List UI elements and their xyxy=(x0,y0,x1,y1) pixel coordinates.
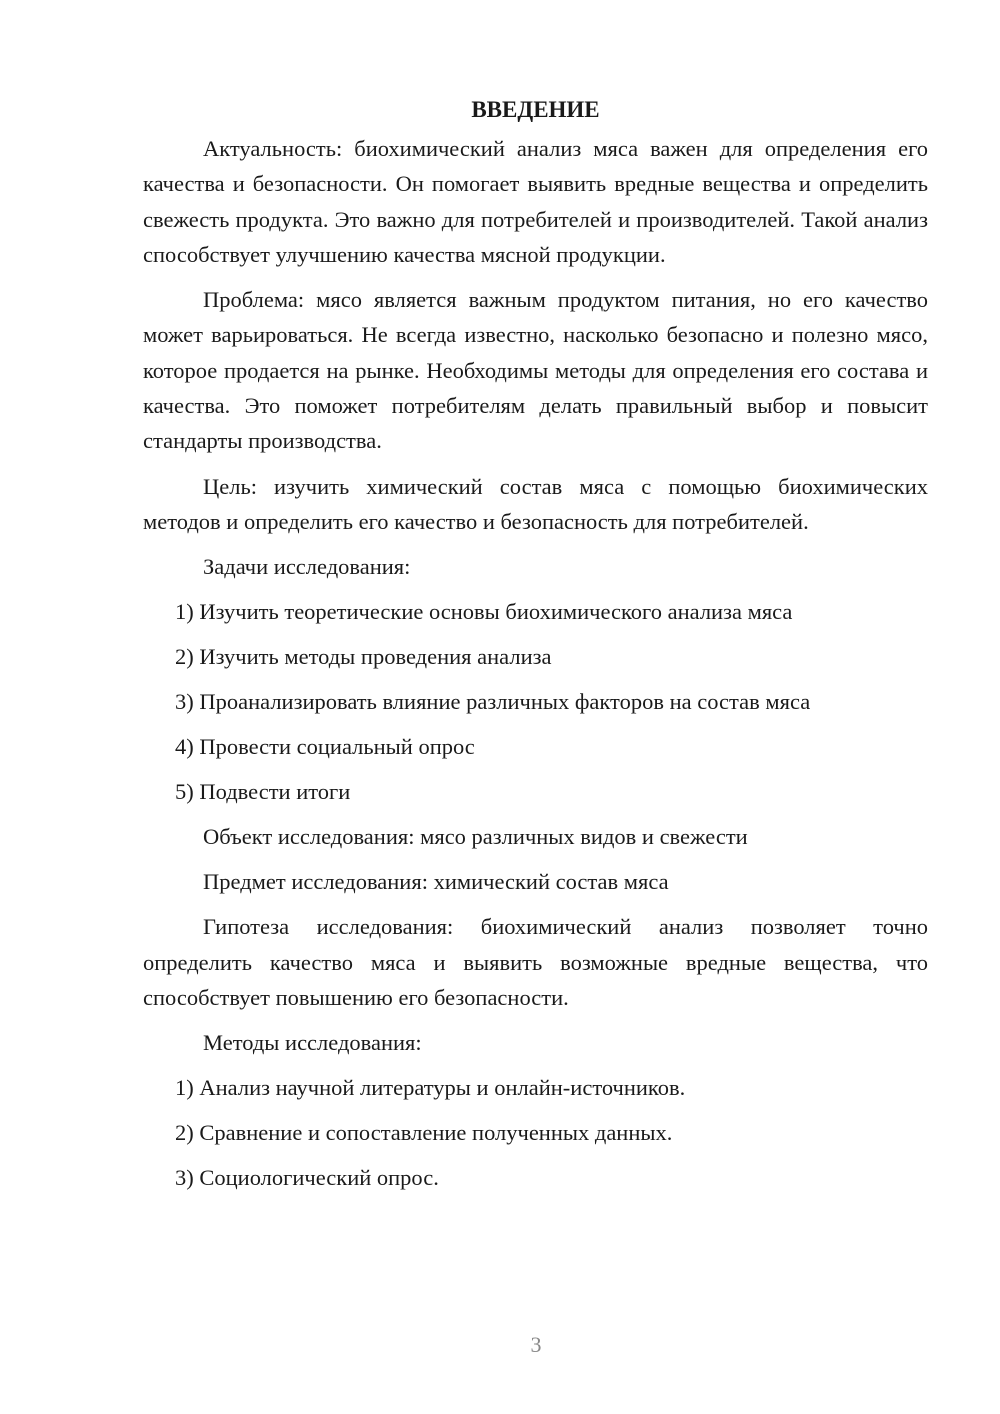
research-object: Объект исследования: мясо различных видов и свежести xyxy=(203,824,748,850)
hypothesis-paragraph: Гипотеза исследования: биохимический анализ позволяет точно определить качество мяса и выявить возможные вредные вещества, что способствует повышению его безопасности. xyxy=(143,914,928,1010)
section-title: ВВЕДЕНИЕ xyxy=(471,97,600,122)
page-number: 3 xyxy=(530,1332,542,1357)
method-item: 2) Сравнение и сопоставление полученных данных. xyxy=(175,1120,673,1146)
task-item: 5) Подвести итоги xyxy=(175,779,351,805)
task-item: 4) Провести социальный опрос xyxy=(175,734,475,760)
task-item: 2) Изучить методы проведения анализа xyxy=(175,644,552,670)
method-item: 1) Анализ научной литературы и онлайн-источников. xyxy=(175,1075,686,1101)
research-subject: Предмет исследования: химический состав мяса xyxy=(203,869,669,895)
methods-heading: Методы исследования: xyxy=(203,1030,422,1056)
method-item: 3) Социологический опрос. xyxy=(175,1165,439,1191)
goal-paragraph: Цель: изучить химический состав мяса с помощью биохимических методов и определить его качество и безопасность для потребителей. xyxy=(143,473,928,534)
task-item: 1) Изучить теоретические основы биохимического анализа мяса xyxy=(175,599,793,625)
document-page xyxy=(143,92,928,1205)
problem-paragraph: Проблема: мясо является важным продуктом питания, но его качество может варьироваться. Не всегда известно, насколько безопасно и полезно мясо, которое продается на рынке. Необходимы методы для определения его состава и качества. Это поможет потребителям делать правильный выбор и повысит стандарты производства. xyxy=(143,287,928,454)
relevance-paragraph: Актуальность: биохимический анализ мяса важен для определения его качества и безопасности. Он помогает выявить вредные вещества и определить свежесть продукта. Это важно для потребителей и производителей. Такой анализ способствует улучшению качества мясной продукции. xyxy=(143,136,928,267)
tasks-heading: Задачи исследования: xyxy=(203,554,411,580)
task-item: 3) Проанализировать влияние различных факторов на состав мяса xyxy=(175,689,811,715)
